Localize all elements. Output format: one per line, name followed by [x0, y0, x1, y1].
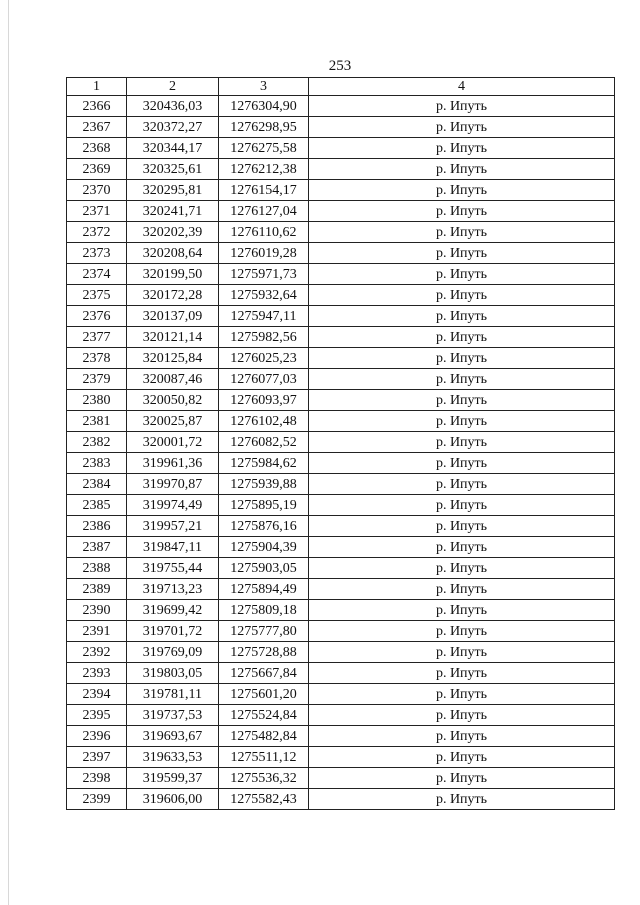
description-cell: р. Ипуть: [309, 453, 615, 474]
description-cell: р. Ипуть: [309, 789, 615, 810]
point-number-cell: 2371: [67, 201, 127, 222]
point-number-cell: 2389: [67, 579, 127, 600]
x-coordinate-cell: 319713,23: [127, 579, 219, 600]
description-cell: р. Ипуть: [309, 768, 615, 789]
y-coordinate-cell: 1276154,17: [219, 180, 309, 201]
y-coordinate-cell: 1275536,32: [219, 768, 309, 789]
description-cell: р. Ипуть: [309, 369, 615, 390]
table-row: [67, 537, 615, 558]
y-coordinate-cell: 1275728,88: [219, 642, 309, 663]
x-coordinate-cell: 320050,82: [127, 390, 219, 411]
x-coordinate-cell: 319599,37: [127, 768, 219, 789]
table-row: [67, 684, 615, 705]
table-row: [67, 243, 615, 264]
y-coordinate-cell: 1276082,52: [219, 432, 309, 453]
x-coordinate-cell: 320436,03: [127, 96, 219, 117]
table-row: [67, 306, 615, 327]
x-coordinate-cell: 319606,00: [127, 789, 219, 810]
point-number-cell: 2375: [67, 285, 127, 306]
table-row: [67, 96, 615, 117]
description-cell: р. Ипуть: [309, 138, 615, 159]
table-row: [67, 222, 615, 243]
x-coordinate-cell: 319847,11: [127, 537, 219, 558]
table-row: [67, 201, 615, 222]
y-coordinate-cell: 1275809,18: [219, 600, 309, 621]
y-coordinate-cell: 1275777,80: [219, 621, 309, 642]
table-row: [67, 621, 615, 642]
x-coordinate-cell: 319974,49: [127, 495, 219, 516]
table-row: [67, 726, 615, 747]
description-cell: р. Ипуть: [309, 663, 615, 684]
y-coordinate-cell: 1275667,84: [219, 663, 309, 684]
description-cell: р. Ипуть: [309, 201, 615, 222]
table-row: [67, 264, 615, 285]
column-header-4: 4: [309, 78, 615, 96]
x-coordinate-cell: 319737,53: [127, 705, 219, 726]
table-row: [67, 348, 615, 369]
table-row: [67, 369, 615, 390]
point-number-cell: 2388: [67, 558, 127, 579]
description-cell: р. Ипуть: [309, 558, 615, 579]
x-coordinate-cell: 319781,11: [127, 684, 219, 705]
coordinates-table: [66, 77, 615, 810]
y-coordinate-cell: 1275971,73: [219, 264, 309, 285]
point-number-cell: 2390: [67, 600, 127, 621]
x-coordinate-cell: 320125,84: [127, 348, 219, 369]
column-header-1: 1: [67, 78, 127, 96]
y-coordinate-cell: 1275876,16: [219, 516, 309, 537]
table-row: [67, 390, 615, 411]
x-coordinate-cell: 320025,87: [127, 411, 219, 432]
table-row: [67, 432, 615, 453]
table-row: [67, 747, 615, 768]
description-cell: р. Ипуть: [309, 264, 615, 285]
y-coordinate-cell: 1275947,11: [219, 306, 309, 327]
table-row: [67, 453, 615, 474]
x-coordinate-cell: 319693,67: [127, 726, 219, 747]
y-coordinate-cell: 1275511,12: [219, 747, 309, 768]
point-number-cell: 2373: [67, 243, 127, 264]
description-cell: р. Ипуть: [309, 306, 615, 327]
description-cell: р. Ипуть: [309, 495, 615, 516]
point-number-cell: 2397: [67, 747, 127, 768]
point-number-cell: 2377: [67, 327, 127, 348]
y-coordinate-cell: 1275982,56: [219, 327, 309, 348]
table-row: [67, 159, 615, 180]
point-number-cell: 2367: [67, 117, 127, 138]
y-coordinate-cell: 1276110,62: [219, 222, 309, 243]
point-number-cell: 2387: [67, 537, 127, 558]
table-row: [67, 789, 615, 810]
x-coordinate-cell: 320241,71: [127, 201, 219, 222]
point-number-cell: 2369: [67, 159, 127, 180]
description-cell: р. Ипуть: [309, 516, 615, 537]
table-row: [67, 495, 615, 516]
description-cell: р. Ипуть: [309, 705, 615, 726]
description-cell: р. Ипуть: [309, 474, 615, 495]
table-row: [67, 285, 615, 306]
point-number-cell: 2395: [67, 705, 127, 726]
point-number-cell: 2391: [67, 621, 127, 642]
table-row: [67, 411, 615, 432]
table-row: [67, 768, 615, 789]
y-coordinate-cell: 1276077,03: [219, 369, 309, 390]
x-coordinate-cell: 320001,72: [127, 432, 219, 453]
x-coordinate-cell: 320208,64: [127, 243, 219, 264]
description-cell: р. Ипуть: [309, 96, 615, 117]
point-number-cell: 2368: [67, 138, 127, 159]
x-coordinate-cell: 320295,81: [127, 180, 219, 201]
y-coordinate-cell: 1276093,97: [219, 390, 309, 411]
description-cell: р. Ипуть: [309, 621, 615, 642]
description-cell: р. Ипуть: [309, 285, 615, 306]
point-number-cell: 2376: [67, 306, 127, 327]
point-number-cell: 2374: [67, 264, 127, 285]
description-cell: р. Ипуть: [309, 117, 615, 138]
description-cell: р. Ипуть: [309, 243, 615, 264]
point-number-cell: 2382: [67, 432, 127, 453]
y-coordinate-cell: 1276212,38: [219, 159, 309, 180]
y-coordinate-cell: 1275939,88: [219, 474, 309, 495]
x-coordinate-cell: 319769,09: [127, 642, 219, 663]
point-number-cell: 2366: [67, 96, 127, 117]
description-cell: р. Ипуть: [309, 684, 615, 705]
y-coordinate-cell: 1275482,84: [219, 726, 309, 747]
point-number-cell: 2394: [67, 684, 127, 705]
description-cell: р. Ипуть: [309, 348, 615, 369]
y-coordinate-cell: 1275984,62: [219, 453, 309, 474]
point-number-cell: 2398: [67, 768, 127, 789]
description-cell: р. Ипуть: [309, 747, 615, 768]
column-header-2: 2: [127, 78, 219, 96]
point-number-cell: 2383: [67, 453, 127, 474]
point-number-cell: 2372: [67, 222, 127, 243]
description-cell: р. Ипуть: [309, 600, 615, 621]
y-coordinate-cell: 1275904,39: [219, 537, 309, 558]
x-coordinate-cell: 319701,72: [127, 621, 219, 642]
table-row: [67, 663, 615, 684]
description-cell: р. Ипуть: [309, 579, 615, 600]
description-cell: р. Ипуть: [309, 432, 615, 453]
x-coordinate-cell: 320344,17: [127, 138, 219, 159]
y-coordinate-cell: 1275582,43: [219, 789, 309, 810]
y-coordinate-cell: 1275932,64: [219, 285, 309, 306]
y-coordinate-cell: 1275601,20: [219, 684, 309, 705]
y-coordinate-cell: 1276127,04: [219, 201, 309, 222]
y-coordinate-cell: 1275524,84: [219, 705, 309, 726]
x-coordinate-cell: 320087,46: [127, 369, 219, 390]
description-cell: р. Ипуть: [309, 222, 615, 243]
description-cell: р. Ипуть: [309, 390, 615, 411]
x-coordinate-cell: 320199,50: [127, 264, 219, 285]
point-number-cell: 2386: [67, 516, 127, 537]
y-coordinate-cell: 1275903,05: [219, 558, 309, 579]
y-coordinate-cell: 1276102,48: [219, 411, 309, 432]
x-coordinate-cell: 319803,05: [127, 663, 219, 684]
x-coordinate-cell: 319957,21: [127, 516, 219, 537]
table-row: [67, 642, 615, 663]
point-number-cell: 2384: [67, 474, 127, 495]
description-cell: р. Ипуть: [309, 159, 615, 180]
description-cell: р. Ипуть: [309, 726, 615, 747]
y-coordinate-cell: 1276298,95: [219, 117, 309, 138]
x-coordinate-cell: 320137,09: [127, 306, 219, 327]
point-number-cell: 2380: [67, 390, 127, 411]
point-number-cell: 2378: [67, 348, 127, 369]
point-number-cell: 2393: [67, 663, 127, 684]
description-cell: р. Ипуть: [309, 411, 615, 432]
point-number-cell: 2379: [67, 369, 127, 390]
description-cell: р. Ипуть: [309, 642, 615, 663]
x-coordinate-cell: 320325,61: [127, 159, 219, 180]
point-number-cell: 2392: [67, 642, 127, 663]
description-cell: р. Ипуть: [309, 180, 615, 201]
y-coordinate-cell: 1275895,19: [219, 495, 309, 516]
x-coordinate-cell: 320202,39: [127, 222, 219, 243]
table-body: [67, 96, 615, 810]
table-row: [67, 705, 615, 726]
x-coordinate-cell: 319961,36: [127, 453, 219, 474]
y-coordinate-cell: 1276019,28: [219, 243, 309, 264]
x-coordinate-cell: 319755,44: [127, 558, 219, 579]
table-row: [67, 600, 615, 621]
table-row: [67, 579, 615, 600]
table-row: [67, 558, 615, 579]
y-coordinate-cell: 1275894,49: [219, 579, 309, 600]
description-cell: р. Ипуть: [309, 327, 615, 348]
point-number-cell: 2396: [67, 726, 127, 747]
table-row: [67, 180, 615, 201]
y-coordinate-cell: 1276304,90: [219, 96, 309, 117]
point-number-cell: 2385: [67, 495, 127, 516]
x-coordinate-cell: 320121,14: [127, 327, 219, 348]
y-coordinate-cell: 1276275,58: [219, 138, 309, 159]
point-number-cell: 2370: [67, 180, 127, 201]
point-number-cell: 2381: [67, 411, 127, 432]
x-coordinate-cell: 320172,28: [127, 285, 219, 306]
description-cell: р. Ипуть: [309, 537, 615, 558]
y-coordinate-cell: 1276025,23: [219, 348, 309, 369]
column-header-3: 3: [219, 78, 309, 96]
page-number: 253: [328, 58, 352, 74]
table-row: [67, 516, 615, 537]
table-header-row: [67, 78, 615, 96]
page-margin-line: [8, 0, 9, 905]
table-row: [67, 327, 615, 348]
table-row: [67, 117, 615, 138]
point-number-cell: 2399: [67, 789, 127, 810]
x-coordinate-cell: 319633,53: [127, 747, 219, 768]
table-row: [67, 138, 615, 159]
x-coordinate-cell: 319970,87: [127, 474, 219, 495]
x-coordinate-cell: 319699,42: [127, 600, 219, 621]
x-coordinate-cell: 320372,27: [127, 117, 219, 138]
table-row: [67, 474, 615, 495]
